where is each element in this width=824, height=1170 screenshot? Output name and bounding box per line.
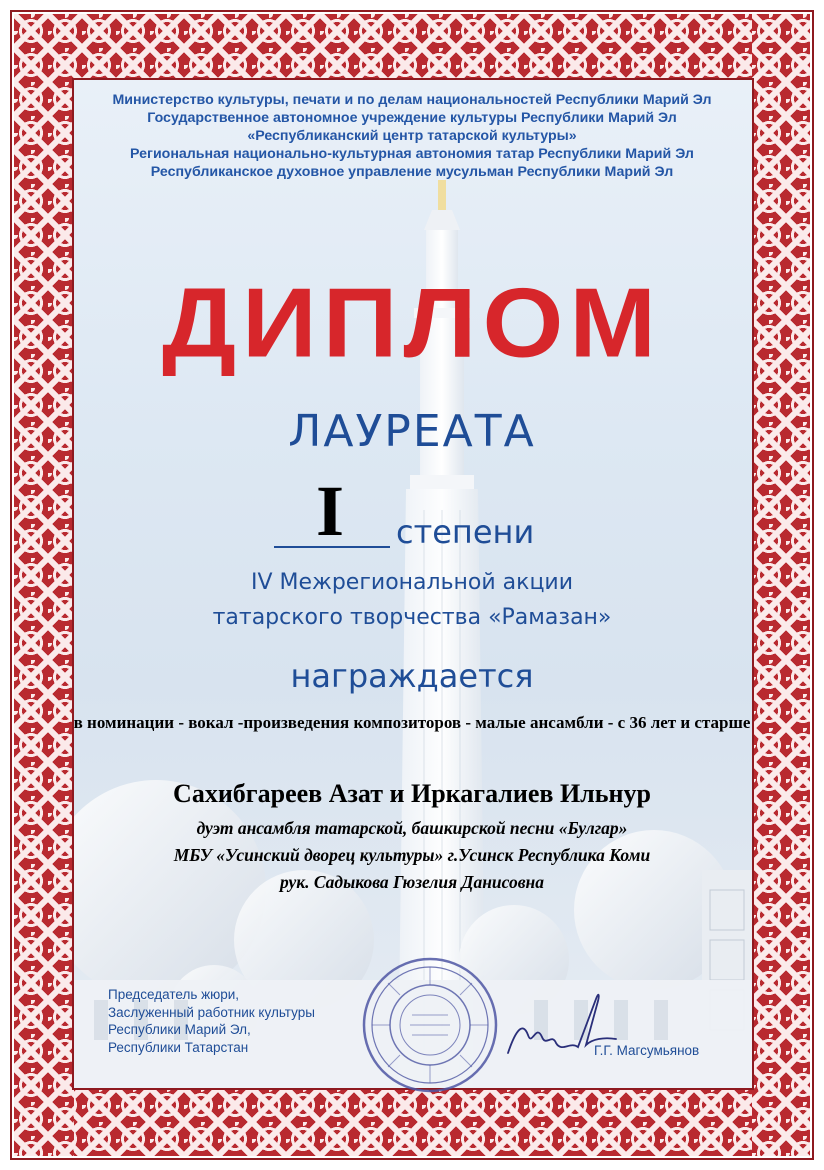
official-stamp-icon	[360, 955, 500, 1095]
jury-line-4: Республики Татарстан	[108, 1039, 249, 1055]
org-line-1: Министерство культуры, печати и по делам национальностей Республики Марий Эл	[112, 92, 712, 108]
org-line-5: Республиканское духовное управление мусульман Республики Марий Эл	[150, 164, 674, 180]
diploma-title: ДИПЛОМ	[161, 267, 663, 379]
jury-line-1: Председатель жюри,	[108, 987, 240, 1002]
detail-line-3: рук. Садыкова Гюзелия Данисовна	[279, 872, 545, 892]
jury-line-2: Заслуженный работник культуры	[108, 1004, 315, 1020]
org-line-3: «Республиканский центр татарской культуры»	[247, 128, 577, 144]
org-line-2: Государственное автономное учреждение культуры Республики Марий Эл	[147, 110, 677, 126]
degree-underline	[274, 546, 390, 548]
org-line-4: Региональная национально-культурная автономия татар Республики Марий Эл	[130, 146, 694, 162]
signer-name: Г.Г. Магсумьянов	[594, 1043, 700, 1058]
action-line-1: IV Межрегиональной акции	[250, 570, 574, 595]
awarded-label: награждается	[290, 657, 534, 695]
action-line-2: татарского творчества «Рамазан»	[212, 605, 612, 630]
jury-block	[108, 986, 315, 1056]
degree-row	[272, 472, 592, 552]
diploma-subtitle: ЛАУРЕАТА	[288, 406, 536, 457]
degree-word: степени	[396, 513, 535, 551]
detail-line-2: МБУ «Усинский дворец культуры» г.Усинск Республика Коми	[173, 845, 651, 865]
degree-number: I	[315, 471, 345, 551]
recipient-names: Сахибгареев Азат и Иркагалиев Ильнур	[173, 779, 651, 808]
jury-line-3: Республики Марий Эл,	[108, 1022, 251, 1037]
detail-line-1: дуэт ансамбля татарской, башкирской песни «Булгар»	[196, 818, 628, 838]
nomination-text: в номинации - вокал -произведения композиторов - малые ансамбли - с 36 лет и старше	[73, 713, 751, 732]
